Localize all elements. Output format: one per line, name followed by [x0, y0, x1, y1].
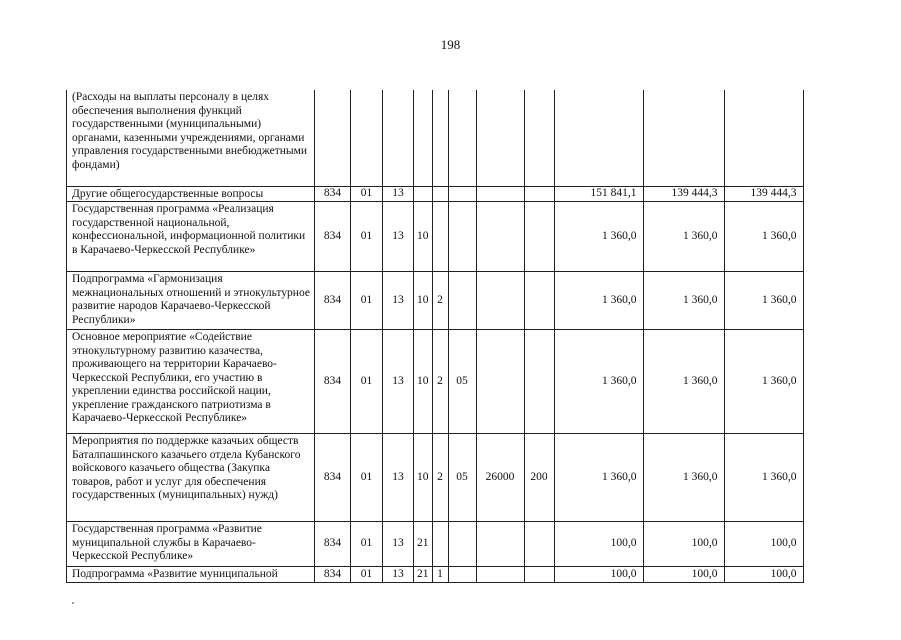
cell-p1: 21	[414, 522, 433, 567]
cell-vr: 200	[524, 434, 554, 522]
cell-ved: 834	[315, 330, 351, 434]
cell-rz: 01	[351, 567, 383, 583]
cell-ved: 834	[315, 202, 351, 272]
cell-s3: 100,0	[724, 567, 803, 583]
budget-table	[66, 90, 804, 583]
cell-pr: 13	[383, 522, 414, 567]
cell-rz: 01	[351, 202, 383, 272]
cell-vr	[524, 186, 554, 202]
cell-p4	[476, 272, 524, 330]
cell-s2: 139 444,3	[643, 186, 724, 202]
cell-ved: 834	[315, 186, 351, 202]
cell-s2: 1 360,0	[643, 434, 724, 522]
cell-ved: 834	[315, 272, 351, 330]
row-name-cell: Подпрограмма «Гармонизация межнациональных отношений и этнокультурное развитие народов Карачаево-Черкесской Республики»	[67, 272, 315, 330]
cell-p3	[448, 202, 476, 272]
table-row	[67, 434, 804, 522]
cell-rz: 01	[351, 522, 383, 567]
cell-s2: 1 360,0	[643, 202, 724, 272]
cell-pr: 13	[383, 434, 414, 522]
cell-pr	[383, 90, 414, 186]
row-name-cell: Другие общегосударственные вопросы	[67, 186, 315, 202]
cell-s1: 1 360,0	[554, 272, 643, 330]
cell-rz: 01	[351, 272, 383, 330]
row-name-cell: Подпрограмма «Развитие муниципальной	[67, 567, 315, 583]
cell-s3: 1 360,0	[724, 330, 803, 434]
cell-vr	[524, 90, 554, 186]
cell-p1: 10	[414, 434, 433, 522]
cell-rz: 01	[351, 330, 383, 434]
table-row	[67, 202, 804, 272]
cell-s3: 1 360,0	[724, 272, 803, 330]
cell-p2	[432, 522, 448, 567]
cell-rz: 01	[351, 186, 383, 202]
cell-ved: 834	[315, 434, 351, 522]
cell-vr	[524, 567, 554, 583]
cell-p4	[476, 186, 524, 202]
cell-p3	[448, 90, 476, 186]
cell-pr: 13	[383, 272, 414, 330]
cell-p2: 2	[432, 330, 448, 434]
cell-p2: 2	[432, 272, 448, 330]
cell-p1: 10	[414, 202, 433, 272]
cell-p1: 10	[414, 272, 433, 330]
cell-ved	[315, 90, 351, 186]
cell-s1: 1 360,0	[554, 202, 643, 272]
cell-p4	[476, 522, 524, 567]
cell-ved: 834	[315, 522, 351, 567]
table-row	[67, 272, 804, 330]
cell-p1	[414, 186, 433, 202]
cell-vr	[524, 330, 554, 434]
cell-vr	[524, 272, 554, 330]
row-name-cell: Основное мероприятие «Содействие этнокультурному развитию казачества, проживающего на территории Карачаево-Черкесской Республики, его участию в укреплении единства российской нации, укрепление гражданского патриотизма в Карачаево-Черкесской Республике»	[67, 330, 315, 434]
cell-p3	[448, 186, 476, 202]
cell-s2	[643, 90, 724, 186]
row-name-cell: Мероприятия по поддержке казачьих обществ Баталпашинского казачьего отдела Кубанского войскового казачьего общества (Закупка товаров, работ и услуг для обеспечения государственных (муниципальных) нужд)	[67, 434, 315, 522]
cell-s3: 139 444,3	[724, 186, 803, 202]
cell-s1: 1 360,0	[554, 330, 643, 434]
cell-p4	[476, 330, 524, 434]
table-row	[67, 330, 804, 434]
cell-s3: 1 360,0	[724, 434, 803, 522]
cell-s1: 151 841,1	[554, 186, 643, 202]
cell-pr: 13	[383, 567, 414, 583]
cell-p3	[448, 522, 476, 567]
cell-p1: 21	[414, 567, 433, 583]
cell-pr: 13	[383, 202, 414, 272]
page-number: 198	[440, 37, 461, 52]
cell-p2: 2	[432, 434, 448, 522]
cell-pr: 13	[383, 330, 414, 434]
cell-ved: 834	[315, 567, 351, 583]
cell-pr: 13	[383, 186, 414, 202]
cell-vr	[524, 202, 554, 272]
cell-vr	[524, 522, 554, 567]
cell-p2	[432, 90, 448, 186]
cell-s2: 100,0	[643, 567, 724, 583]
cell-s3: 1 360,0	[724, 202, 803, 272]
cell-p3: 05	[448, 434, 476, 522]
cell-p2: 1	[432, 567, 448, 583]
cell-s1	[554, 90, 643, 186]
cell-s3	[724, 90, 803, 186]
cell-p3	[448, 567, 476, 583]
cell-rz	[351, 90, 383, 186]
table-row	[67, 522, 804, 567]
cell-p1: 10	[414, 330, 433, 434]
cell-p4	[476, 90, 524, 186]
cell-s2: 100,0	[643, 522, 724, 567]
table-row	[67, 186, 804, 202]
cell-rz: 01	[351, 434, 383, 522]
cell-p4	[476, 202, 524, 272]
cell-p3	[448, 272, 476, 330]
cell-s1: 100,0	[554, 567, 643, 583]
cell-p1	[414, 90, 433, 186]
cell-s2: 1 360,0	[643, 330, 724, 434]
cell-s2: 1 360,0	[643, 272, 724, 330]
cell-s1: 1 360,0	[554, 434, 643, 522]
table-row	[67, 567, 804, 583]
row-name-cell: (Расходы на выплаты персоналу в целях обеспечения выполнения функций государственными (муниципальными) органами, казенными учреждениями, органами управления государственными внебюджетными фондами)	[67, 90, 315, 186]
cell-p2	[432, 186, 448, 202]
cell-p2	[432, 202, 448, 272]
row-name-cell: Государственная программа «Реализация государственной национальной, конфессиональной, информационной политики в Карачаево-Черкесской Республике»	[67, 202, 315, 272]
table-row	[67, 90, 804, 186]
cell-p4	[476, 567, 524, 583]
cell-s1: 100,0	[554, 522, 643, 567]
scan-speck	[72, 602, 74, 604]
cell-p4: 26000	[476, 434, 524, 522]
cell-p3: 05	[448, 330, 476, 434]
row-name-cell: Государственная программа «Развитие муниципальной службы в Карачаево-Черкесской Республике»	[67, 522, 315, 567]
cell-s3: 100,0	[724, 522, 803, 567]
